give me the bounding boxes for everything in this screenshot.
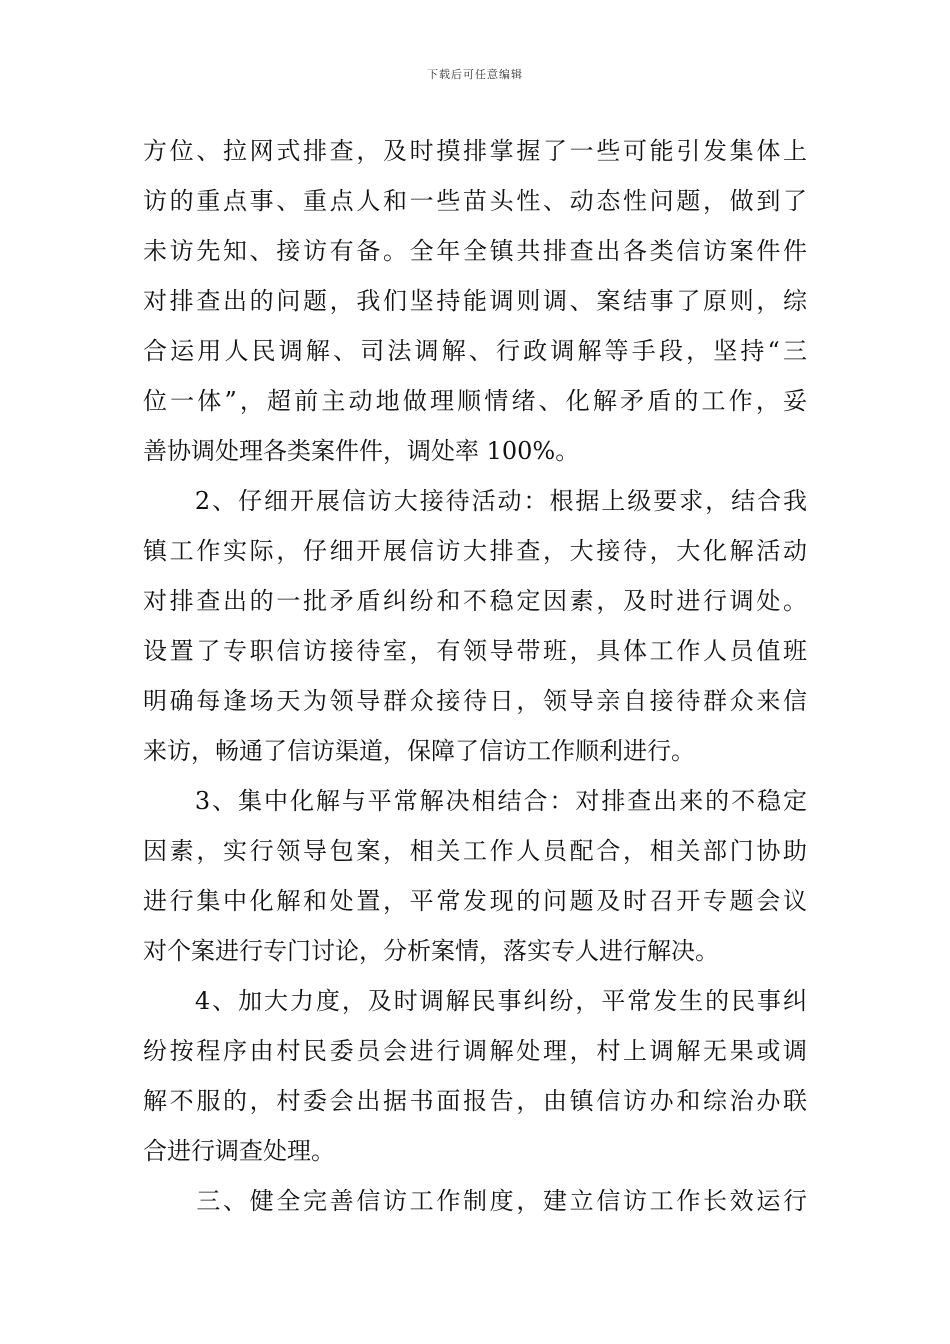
paragraph [143,1176,807,1226]
paragraph [143,126,807,476]
text-line: 3、集中化解与平常解决相结合：对排查出来的不稳定 [143,787,807,815]
text-line: 合进行调查处理。 [143,1137,335,1165]
text-line: 进行集中化解和处置，平常发现的问题及时召开专题会议 [143,887,807,915]
text-line: 方位、拉网式排查，及时摸排掌握了一些可能引发集体上 [143,137,807,165]
paragraph [143,976,807,1176]
text-line: 来访，畅通了信访渠道，保障了信访工作顺利进行。 [143,737,695,765]
text-line: 对排查出的问题，我们坚持能调则调、案结事了原则，综 [143,287,807,315]
text-line: 善协调处理各类案件件，调处率 100%。 [143,437,580,465]
text-line: 设置了专职信访接待室，有领导带班，具体工作人员值班 [143,637,807,665]
text-line: 2、仔细开展信访大接待活动：根据上级要求，结合我 [143,487,807,515]
page-header: 下载后可任意编辑 [427,68,523,81]
document-body [143,126,807,1226]
text-line: 4、加大力度，及时调解民事纠纷，平常发生的民事纠 [143,987,807,1015]
text-line: 访的重点事、重点人和一些苗头性、动态性问题，做到了 [143,187,807,215]
text-line: 对排查出的一批矛盾纠纷和不稳定因素，及时进行调处。 [143,587,807,615]
text-line: 对个案进行专门讨论，分析案情，落实专人进行解决。 [143,937,719,965]
text-line: 因素，实行领导包案，相关工作人员配合，相关部门协助 [143,837,807,865]
text-line: 未访先知、接访有备。全年全镇共排查出各类信访案件件 [143,237,807,265]
text-line: 镇工作实际，仔细开展信访大排查，大接待，大化解活动 [143,537,807,565]
text-line: 位一体”，超前主动地做理顺情绪、化解矛盾的工作，妥 [143,387,807,415]
text-line: 解不服的，村委会出据书面报告，由镇信访办和综治办联 [143,1087,807,1115]
text-line: 明确每逢场天为领导群众接待日，领导亲自接待群众来信 [143,687,807,715]
text-line: 合运用人民调解、司法调解、行政调解等手段，坚持“三 [143,337,807,365]
paragraph [143,776,807,976]
paragraph [143,476,807,776]
text-line: 纷按程序由村民委员会进行调解处理，村上调解无果或调 [143,1037,807,1065]
text-line: 三、健全完善信访工作制度，建立信访工作长效运行 [143,1187,807,1215]
